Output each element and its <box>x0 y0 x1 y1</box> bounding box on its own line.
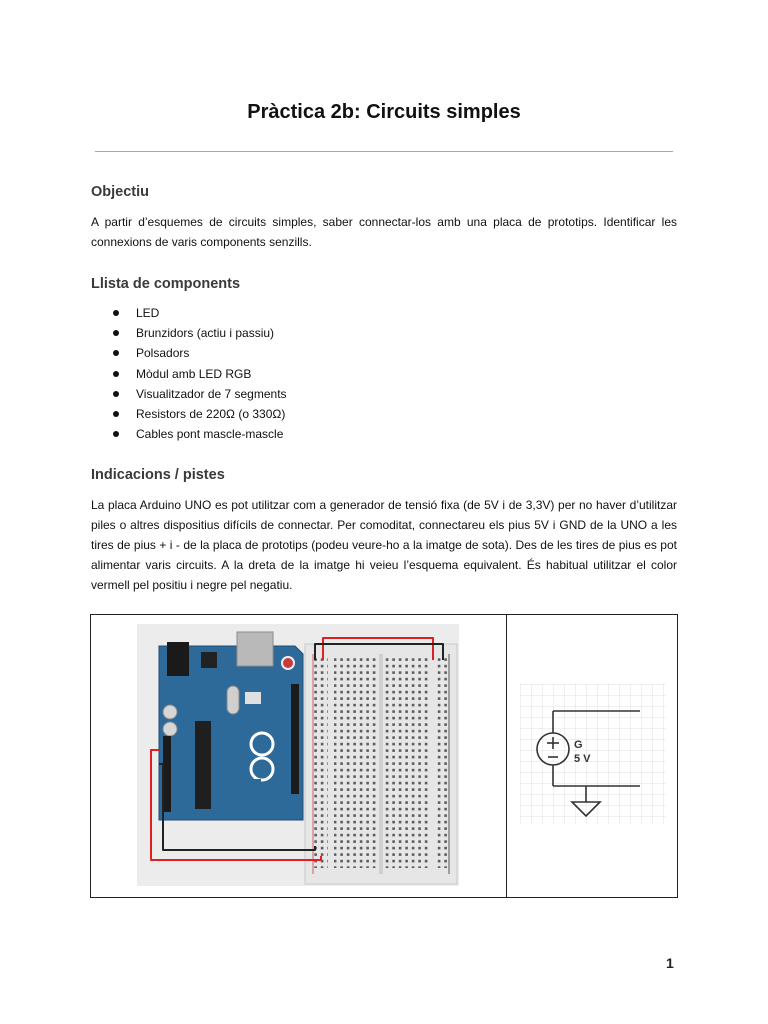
title-divider <box>95 151 673 152</box>
source-label: G <box>574 739 583 751</box>
list-item: Resistors de 220Ω (o 330Ω) <box>113 404 287 424</box>
breadboard <box>305 644 457 884</box>
page-title: Pràctica 2b: Circuits simples <box>247 101 521 123</box>
indicacions-text: La placa Arduino UNO es pot utilitzar com a generador de tensió fixa (de 5V i de 3,3V) per no haver d’utilitzar piles o altres dispositius difícils de connectar. Per comoditat, connectareu els pius 5V i GND de la UNO a les tires de pius + i - de la placa de prototips (podeu veure-ho a la imatge de sota). Des de les tires de pius es pot alimentar varis circuits. A la dreta de la imatge hi veieu l’esquema equivalent. És habitual utilitzar el color vermell pel positiu i negre pel negatiu. <box>91 498 677 592</box>
list-item: Cables pont mascle-mascle <box>113 424 287 444</box>
page-number: 1 <box>666 955 674 971</box>
bullet-icon <box>113 411 119 417</box>
objectiu-text: A partir d’esquemes de circuits simples, saber connectar-los amb una placa de prototips. Identificar les connexions de varis components senzills. <box>91 215 677 249</box>
arduino-breadboard-illustration <box>137 624 459 886</box>
bullet-icon <box>113 431 119 437</box>
list-item: Brunzidors (actiu i passiu) <box>113 323 287 343</box>
components-list <box>113 303 287 444</box>
schematic-grid <box>520 684 666 824</box>
source-value: 5 V <box>574 753 591 765</box>
list-item: Mòdul amb LED RGB <box>113 364 287 384</box>
list-item: LED <box>113 303 287 323</box>
list-item: Visualitzador de 7 segments <box>113 384 287 404</box>
components-heading: Llista de components <box>91 276 241 292</box>
objectiu-heading: Objectiu <box>91 184 150 200</box>
arduino-uno-board <box>159 632 303 820</box>
figure-cell-divider <box>506 615 507 897</box>
indicacions-heading: Indicacions / pistes <box>91 467 225 483</box>
bullet-icon <box>113 330 119 336</box>
list-item: Polsadors <box>113 343 287 363</box>
bullet-icon <box>113 391 119 397</box>
bullet-icon <box>113 350 119 356</box>
bullet-icon <box>113 310 119 316</box>
equivalent-schematic <box>520 684 666 824</box>
bullet-icon <box>113 371 119 377</box>
